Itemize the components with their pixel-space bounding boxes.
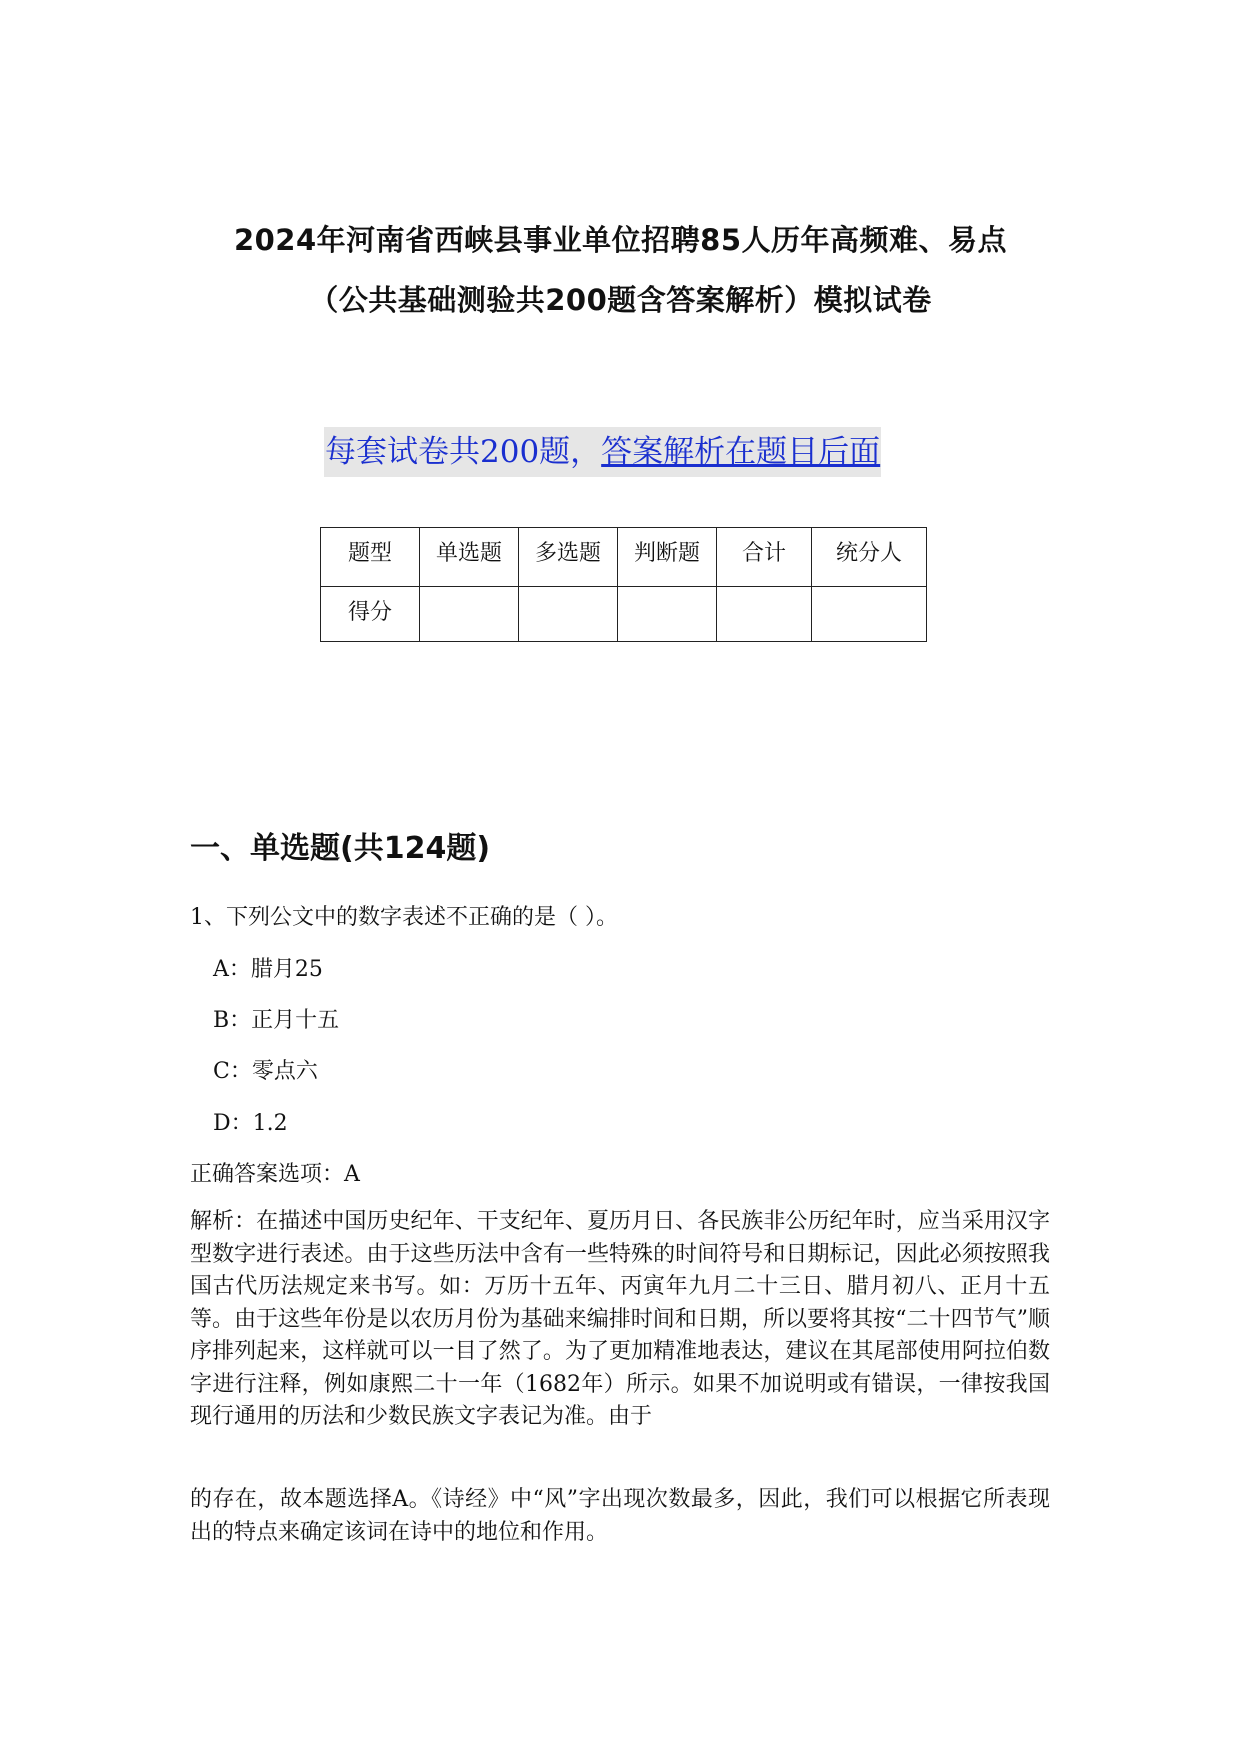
header-cell-single: 单选题 xyxy=(420,528,519,587)
document-title-line-1: 2024年河南省西峡县事业单位招聘85人历年高频难、易点 xyxy=(233,223,1008,257)
score-cell-judge[interactable] xyxy=(618,587,717,642)
score-table xyxy=(320,527,927,642)
banner-text: 每套试卷共200题， xyxy=(325,434,602,470)
header-cell-total: 合计 xyxy=(717,528,812,587)
score-table-header-row xyxy=(321,528,927,587)
option-d: D：1.2 xyxy=(213,1111,288,1136)
score-row-label: 得分 xyxy=(321,587,420,642)
option-b: B：正月十五 xyxy=(213,1008,340,1033)
analysis-paragraph: 解析：在描述中国历史纪年、干支纪年、夏历月日、各民族非公历纪年时，应当采用汉字型数字进行表述。由于这些历法中含有一些特殊的时间符号和日期标记，因此必须按照我国古代历法规定来书写。如：万历十五年、丙寅年九月二十三日、腊月初八、正月十五等。由于这些年份是以农历月份为基础来编排时间和日期，所以要将其按“二十四节气”顺序排列起来，这样就可以一目了然了。为了更加精准地表达，建议在其尾部使用阿拉伯数字进行注释，例如康熙二十一年（1682年）所示。如果不加说明或有错误，一律按我国现行通用的历法和少数民族文字表记为准。由于 xyxy=(190,1209,1050,1429)
score-table-score-row xyxy=(321,587,927,642)
correct-answer: 正确答案选项：A xyxy=(190,1162,360,1187)
question-stem: 1、下列公文中的数字表述不正确的是（ ）。 xyxy=(190,905,618,930)
document-title-line-2: （公共基础测验共200题含答案解析）模拟试卷 xyxy=(309,283,932,317)
option-c: C：零点六 xyxy=(213,1059,318,1084)
score-cell-scorer[interactable] xyxy=(812,587,927,642)
analysis-continuation: 的存在，故本题选择A。《诗经》中“风”字出现次数最多，因此，我们可以根据它所表现出的特点来确定该词在诗中的地位和作用。 xyxy=(190,1487,1050,1545)
score-cell-single[interactable] xyxy=(420,587,519,642)
header-cell-multi: 多选题 xyxy=(519,528,618,587)
banner-link[interactable]: 答案解析在题目后面 xyxy=(601,434,881,470)
header-cell-type: 题型 xyxy=(321,528,420,587)
info-banner xyxy=(324,427,881,477)
option-a: A：腊月25 xyxy=(213,957,323,982)
header-cell-judge: 判断题 xyxy=(618,528,717,587)
section-heading: 一、单选题(共124题) xyxy=(190,831,491,866)
header-cell-scorer: 统分人 xyxy=(812,528,927,587)
score-cell-total[interactable] xyxy=(717,587,812,642)
score-cell-multi[interactable] xyxy=(519,587,618,642)
